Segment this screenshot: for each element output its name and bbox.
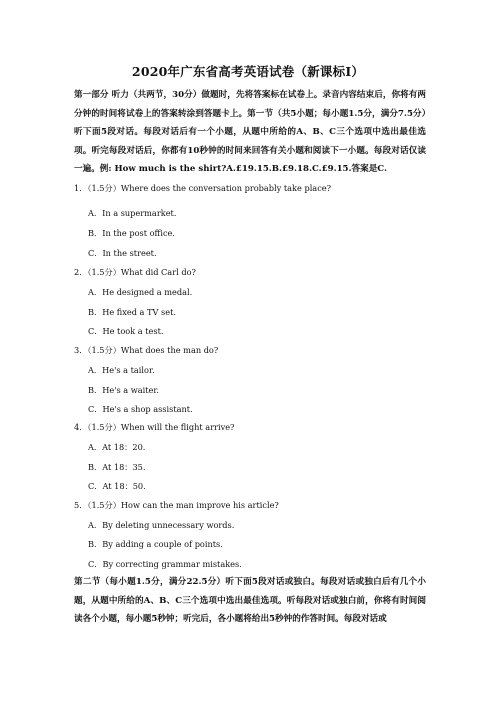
question-4-option-a: A．At 18：20. xyxy=(88,442,146,452)
question-5-option-a: A．By deleting unnecessary words. xyxy=(88,520,235,530)
question-3-option-a: A．He's a tailor. xyxy=(88,365,155,375)
page-title: 2020年广东省高考英语试卷（新课标Ⅰ） xyxy=(131,64,365,79)
question-1-option-c: C．In the street. xyxy=(88,248,157,258)
question-3: 3．（1.5分）What does the man do? xyxy=(74,345,219,355)
question-5-option-c: C．By correcting grammar mistakes. xyxy=(88,559,242,569)
question-1-option-a: A．In a supermarket. xyxy=(88,208,177,218)
question-4: 4．（1.5分）When will the flight arrive? xyxy=(74,422,235,432)
question-2-option-b: B．He fixed a TV set. xyxy=(88,307,176,317)
question-5: 5．（1.5分）How can the man improve his article? xyxy=(74,500,279,510)
question-2-option-a: A．He designed a medal. xyxy=(88,287,193,297)
question-3-option-c: C．He's a shop assistant. xyxy=(88,404,193,414)
question-1: 1．（1.5分）Where does the conversation probably take place? xyxy=(74,183,332,193)
question-4-option-c: C．At 18：50. xyxy=(88,481,146,491)
section1-instructions: 第一部分 听力（共两节，30分）做题时，先将答案标在试卷上。录音内容结束后，你将有两分钟的时间将试卷上的答案转涂到答题卡上。第一节（共5小题；每小题1.5分，满分7.5分）听下面5段对话。每段对话后有一个小题，从题中所给的A、B、C三个选项中选出最佳选项。听完每段对话后，你都有10秒钟的时间来回答有关小题和阅读下一小题。每段对话仅读一遍。例: How much is the shirt?A.£19.15.B.£9.18.C.£9.15.答案是C. xyxy=(74,90,426,175)
question-2: 2．（1.5分）What did Carl do? xyxy=(74,267,196,277)
question-2-option-c: C．He took a test. xyxy=(88,326,164,336)
question-3-option-b: B．He's a waiter. xyxy=(88,385,159,395)
question-5-option-b: B．By adding a couple of points. xyxy=(88,539,223,549)
section2-instructions: 第二节（每小题1.5分，满分22.5分）听下面5段对话或独白。每段对话或独白后有几个小题，从题中所给的A、B、C三个选项中选出最佳选项。听每段对话或独白前，你将有时间阅读各个小题，每小题5秒钟；听完后，各小题将给出5秒钟的作答时间。每段对话或 xyxy=(74,577,426,625)
question-4-option-b: B．At 18：35. xyxy=(88,462,146,472)
question-1-option-b: B．In the post office. xyxy=(88,228,175,238)
